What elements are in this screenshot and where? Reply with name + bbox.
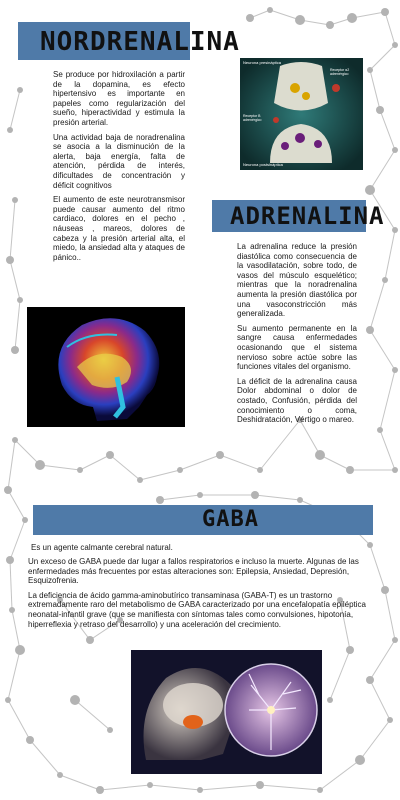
- network-node: [96, 786, 104, 794]
- noradrenalina-title: NORDRENALINA: [40, 27, 240, 57]
- network-node: [317, 787, 323, 793]
- network-node: [346, 466, 354, 474]
- network-node: [156, 496, 164, 504]
- network-node: [26, 736, 34, 744]
- adrenalina-title: ADRENALINA: [230, 202, 385, 230]
- gaba-paragraph: La deficiencia de ácido gamma-aminobutírico transaminasa (GABA-T) es un trastorno extremadamente raro del metabolismo de GABA caracterizado por una encefalopatía epiléptica neonatal-infantil grave (que se manifiesta con síntomas tales como convulsiones, hipotonía, hiperreflexia y retraso del desarrollo) y una aceleración del crecimiento.: [28, 590, 366, 629]
- network-link: [8, 490, 25, 520]
- network-node: [367, 542, 373, 548]
- network-node: [17, 87, 23, 93]
- network-node: [315, 450, 325, 460]
- network-link: [140, 470, 180, 480]
- network-node: [256, 781, 264, 789]
- adrenalina-paragraph: La adrenalina reduce la presión diastólica como consecuencia de la vasodilatación, sobre todo, de vasos del músculo esquelético; mientras que la noradrenalina aumenta la presión diastólica por una vasoconstricción más generalizada.: [237, 242, 357, 319]
- network-node: [392, 467, 398, 473]
- network-link: [8, 700, 30, 740]
- network-node: [387, 717, 393, 723]
- network-node: [382, 277, 388, 283]
- network-node: [86, 636, 94, 644]
- network-link: [370, 640, 395, 680]
- network-link: [385, 590, 395, 640]
- network-link: [320, 455, 350, 470]
- gaba-paragraph: Un exceso de GABA puede dar lugar a fallos respiratorios e incluso la muerte. Algunas de las enfermedades más frecuentes por estas alteraciones son: Epilepsia, Ansiedad, Depresión, Esquizofrenia.: [28, 557, 359, 586]
- noradrenalina-paragraph: Se produce por hidroxilación a partir de la dopamina, es efecto hipertensivo es importante en papeles como regularización del sueño, hiperactividad y estimula la presión arterial.: [53, 70, 185, 127]
- network-node: [392, 227, 398, 233]
- noradrenalina-paragraph: Una actividad baja de noradrenalina se asocia a la disminución de la alerta, baja energía, falta de atención, pérdida de interés, dificultades de concentración y déficit cognitivos: [53, 132, 185, 190]
- network-node: [355, 755, 365, 765]
- network-link: [15, 300, 20, 350]
- diagram-label-receptor-b: Receptor B adrenérgico: [243, 114, 262, 122]
- network-link: [260, 785, 320, 790]
- network-node: [12, 437, 18, 443]
- network-node: [392, 42, 398, 48]
- network-link: [370, 280, 385, 330]
- network-node: [35, 460, 45, 470]
- network-link: [385, 230, 395, 280]
- network-node: [7, 127, 13, 133]
- network-link: [80, 455, 110, 470]
- network-link: [75, 700, 110, 730]
- network-node: [381, 586, 389, 594]
- network-link: [370, 45, 395, 70]
- network-node: [376, 106, 384, 114]
- network-node: [392, 367, 398, 373]
- noradrenalina-paragraph: El aumento de este neurotransmisor puede causar aumento del ritmo cardiaco, dolores en el pecho , náuseas , mareos, dolores de cabeza y la presión arterial alta, el miedo, la ansiedad alta y ataques de pánico..: [53, 195, 185, 262]
- network-node: [347, 13, 357, 23]
- network-node: [366, 676, 374, 684]
- network-link: [150, 785, 200, 790]
- network-link: [110, 455, 140, 480]
- network-node: [366, 326, 374, 334]
- synapse-diagram-image: [240, 58, 363, 170]
- network-link: [380, 430, 395, 470]
- gaba-intro: Es un agente calmante cerebral natural.: [31, 543, 173, 552]
- network-node: [392, 147, 398, 153]
- network-link: [60, 775, 100, 790]
- network-link: [10, 260, 20, 300]
- network-node: [22, 517, 28, 523]
- network-node: [4, 486, 12, 494]
- network-node: [6, 256, 14, 264]
- network-node: [326, 21, 334, 29]
- network-node: [11, 346, 19, 354]
- network-node: [137, 477, 143, 483]
- network-link: [255, 495, 300, 500]
- network-node: [177, 467, 183, 473]
- network-link: [10, 560, 12, 610]
- network-link: [10, 200, 15, 260]
- network-node: [77, 467, 83, 473]
- gaba-title: GABA: [202, 507, 259, 532]
- network-node: [295, 15, 305, 25]
- network-node: [12, 197, 18, 203]
- network-link: [370, 70, 380, 110]
- network-node: [257, 467, 263, 473]
- adrenalina-paragraph: Su aumento permanente en la sangre causa enfermedades ocasionando que el sistema nervioso sobre actúe sobre las funciones vitales del organismo.: [237, 323, 357, 372]
- network-node: [70, 695, 80, 705]
- network-link: [200, 785, 260, 790]
- network-node: [346, 646, 354, 654]
- network-node: [15, 645, 25, 655]
- network-link: [380, 110, 395, 150]
- network-node: [5, 697, 11, 703]
- network-link: [10, 90, 20, 130]
- brain-mri-image: [27, 307, 185, 427]
- adrenalina-text: [237, 242, 357, 430]
- network-link: [370, 330, 395, 370]
- network-link: [220, 455, 260, 470]
- noradrenalina-text: [53, 70, 185, 267]
- network-node: [6, 556, 14, 564]
- network-node: [246, 14, 254, 22]
- network-node: [377, 427, 383, 433]
- network-link: [385, 12, 395, 45]
- network-link: [380, 370, 395, 430]
- diagram-label-postsynaptic: Neurona postsináptica: [243, 162, 283, 167]
- network-node: [392, 637, 398, 643]
- adrenalina-paragraph: La déficit de la adrenalina causa Dolor abdominal o dolor de costado, Confusión, pérdida del conocimiento o coma, Deshidratación, Vértigo o mareo.: [237, 376, 357, 425]
- diagram-label-presynaptic: Neurona presináptica: [243, 60, 282, 65]
- network-link: [15, 440, 40, 465]
- network-link: [40, 465, 80, 470]
- network-link: [360, 720, 390, 760]
- network-node: [327, 697, 333, 703]
- network-link: [352, 12, 385, 18]
- network-node: [381, 8, 389, 16]
- network-link: [100, 785, 150, 790]
- network-node: [106, 451, 114, 459]
- network-link: [320, 760, 360, 790]
- network-node: [267, 7, 273, 13]
- network-node: [147, 782, 153, 788]
- network-link: [370, 150, 395, 190]
- diagram-label-receptor-alpha2: Receptor α2 adrenérgico: [330, 68, 350, 76]
- network-node: [297, 497, 303, 503]
- network-link: [8, 440, 15, 490]
- network-link: [30, 740, 60, 775]
- network-node: [251, 491, 259, 499]
- network-link: [180, 455, 220, 470]
- network-link: [160, 495, 200, 500]
- network-node: [197, 787, 203, 793]
- network-node: [365, 185, 375, 195]
- network-link: [370, 680, 390, 720]
- network-link: [12, 610, 20, 650]
- gaba-text: [28, 557, 376, 634]
- network-node: [197, 492, 203, 498]
- network-node: [367, 67, 373, 73]
- network-node: [57, 772, 63, 778]
- network-node: [216, 451, 224, 459]
- network-link: [330, 650, 350, 700]
- brain-neuron-illustration: [131, 650, 322, 774]
- network-link: [10, 520, 25, 560]
- network-node: [17, 297, 23, 303]
- network-node: [107, 727, 113, 733]
- network-link: [8, 650, 20, 700]
- network-node: [9, 607, 15, 613]
